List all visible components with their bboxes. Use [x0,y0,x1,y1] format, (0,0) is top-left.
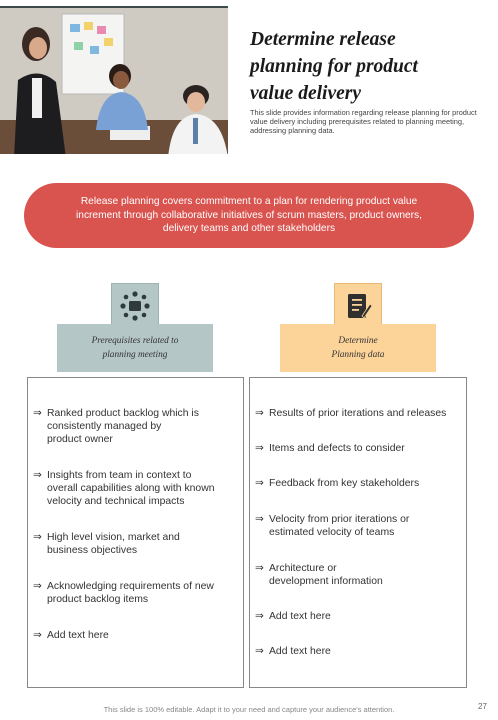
list-item [255,477,419,490]
list-item-text: High level vision, market and business objectives [47,532,180,556]
list-item [33,469,215,508]
list-item [33,531,180,557]
page-description: This slide provides information regarding release planning for product value delivery including prerequisites related to planning meeting, addressing planning data. [250,108,477,135]
list-item [255,610,331,623]
bullet-arrow-icon: ⇒ [33,532,42,543]
bullet-arrow-icon: ⇒ [33,630,42,641]
bullet-arrow-icon: ⇒ [255,478,264,489]
list-item-text: Feedback from key stakeholders [269,478,420,489]
list-item-text: Add text here [269,646,331,657]
team-meeting-photo [0,8,228,154]
photo-illustration [0,8,228,154]
planning-data-list [249,377,467,688]
list-item [255,513,409,539]
prerequisites-list [27,377,244,688]
page-number: 27 [478,702,487,711]
list-item-text: Items and defects to consider [269,443,405,454]
checklist-document-icon-box [334,283,382,329]
list-item-text: Architecture or development information [269,563,383,587]
bullet-arrow-icon: ⇒ [255,514,264,525]
page-title: Determine release planning for product value delivery [250,29,418,104]
prerequisites-label: Prerequisites related to planning meeting [57,324,213,372]
bullet-arrow-icon: ⇒ [255,646,264,657]
summary-banner [24,183,474,248]
planning-data-label: Determine Planning data [280,324,436,372]
bullet-arrow-icon: ⇒ [33,581,42,592]
list-item-text: Add text here [269,611,331,622]
list-item [255,562,383,588]
list-item [33,407,199,446]
list-item [255,645,331,658]
bullet-arrow-icon: ⇒ [255,611,264,622]
list-item [255,442,405,455]
list-item [33,629,109,642]
summary-banner-text: Release planning covers commitment to a plan for rendering product value increment through collaborative initiatives of scrum masters, product owners, delivery teams and other stakeholders [76,196,422,235]
checklist-document-icon [342,290,374,322]
bullet-arrow-icon: ⇒ [33,470,42,481]
team-meeting-icon [118,289,152,323]
list-item-text: Insights from team in context to overall capabilities along with known velocity and technical impacts [47,470,215,507]
team-meeting-icon-box [111,283,159,329]
list-item [255,407,446,420]
bullet-arrow-icon: ⇒ [255,563,264,574]
bullet-arrow-icon: ⇒ [255,408,264,419]
list-item-text: Ranked product backlog which is consistently managed by product owner [47,408,199,445]
list-item-text: Add text here [47,630,109,641]
list-item-text: Results of prior iterations and releases [269,408,447,419]
bullet-arrow-icon: ⇒ [255,443,264,454]
bullet-arrow-icon: ⇒ [33,408,42,419]
list-item [33,580,214,606]
list-item-text: Acknowledging requirements of new product backlog items [47,581,214,605]
list-item-text: Velocity from prior iterations or estimated velocity of teams [269,514,410,538]
footer-note: This slide is 100% editable. Adapt it to your need and capture your audience's attention. [103,705,395,714]
